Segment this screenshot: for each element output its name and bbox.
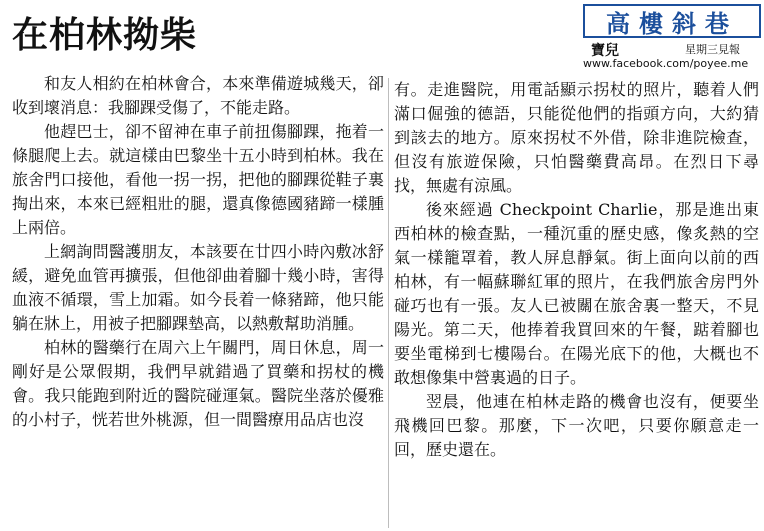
paragraph: 他趕巴士，卻不留神在車子前扭傷腳踝，拖着一條腿爬上去。就這樣由巴黎坐十五小時到柏林。我在旅舍門口接他，看他一拐一拐，把他的腳踝從鞋子裏掏出來，本來已經粗壯的腿，還真像德國豬蹄一樣腫上兩倍。 bbox=[12, 122, 384, 237]
author-byline: 寶兒 bbox=[591, 43, 619, 59]
publish-date: 星期三見報 bbox=[685, 43, 740, 56]
paragraph: 翌晨，他連在柏林走路的機會也沒有，便要坐飛機回巴黎。那麼，下一次吧，只要你願意走一回，歷史還在。 bbox=[394, 392, 759, 459]
facebook-link[interactable]: www.facebook.com/poyee.me bbox=[583, 57, 749, 70]
paragraph: 有。走進醫院，用電話顯示拐杖的照片，聽着人們滿口倔強的德語，只能從他們的指頭方向，大約猜到該去的地方。原來拐杖不外借，除非進院檢查，但沒有旅遊保險，只怕醫藥費高昂。在烈日下尋找，無處有涼風。 bbox=[394, 80, 759, 195]
article-column-left bbox=[12, 72, 384, 528]
article-title: 在柏林拗柴 bbox=[12, 15, 198, 56]
article-column-right bbox=[394, 78, 759, 530]
column-name: 高樓斜巷 bbox=[606, 9, 738, 38]
paragraph: 後來經過 Checkpoint Charlie，那是進出東西柏林的檢查點，一種沉重的歷史感，像炙熱的空氣一樣籠罩着，教人屏息靜氣。街上面向以前的西柏林，有一幅蘇聯紅軍的照片，在我們旅舍房門外碰巧也有一張。友人已被關在旅舍裏一整天，不見陽光。第二天，他捧着我買回來的午餐，踮着腳也要坐電梯到七樓陽台。在陽光底下的他，大概也不敢想像集中營裏過的日子。 bbox=[394, 200, 759, 387]
paragraph: 上網詢問醫護朋友，本該要在廿四小時內敷冰舒緩，避免血管再擴張，但他卻曲着腳十幾小時，害得血液不循環，雪上加霜。如今長着一條豬蹄，他只能躺在牀上，用被子把腳踝墊高，以熱敷幫助消腫。 bbox=[12, 242, 384, 333]
paragraph: 和友人相約在柏林會合，本來準備遊城幾天，卻收到壞消息：我腳踝受傷了，不能走路。 bbox=[12, 74, 384, 117]
column-divider bbox=[388, 78, 389, 528]
column-label-box bbox=[583, 4, 761, 38]
paragraph: 柏林的醫藥行在周六上午關門，周日休息，周一剛好是公眾假期，我們早就錯過了買藥和拐杖的機會。我只能跑到附近的醫院碰運氣。醫院坐落於優雅的小村子，恍若世外桃源，但一間醫療用品店也沒 bbox=[12, 338, 384, 429]
